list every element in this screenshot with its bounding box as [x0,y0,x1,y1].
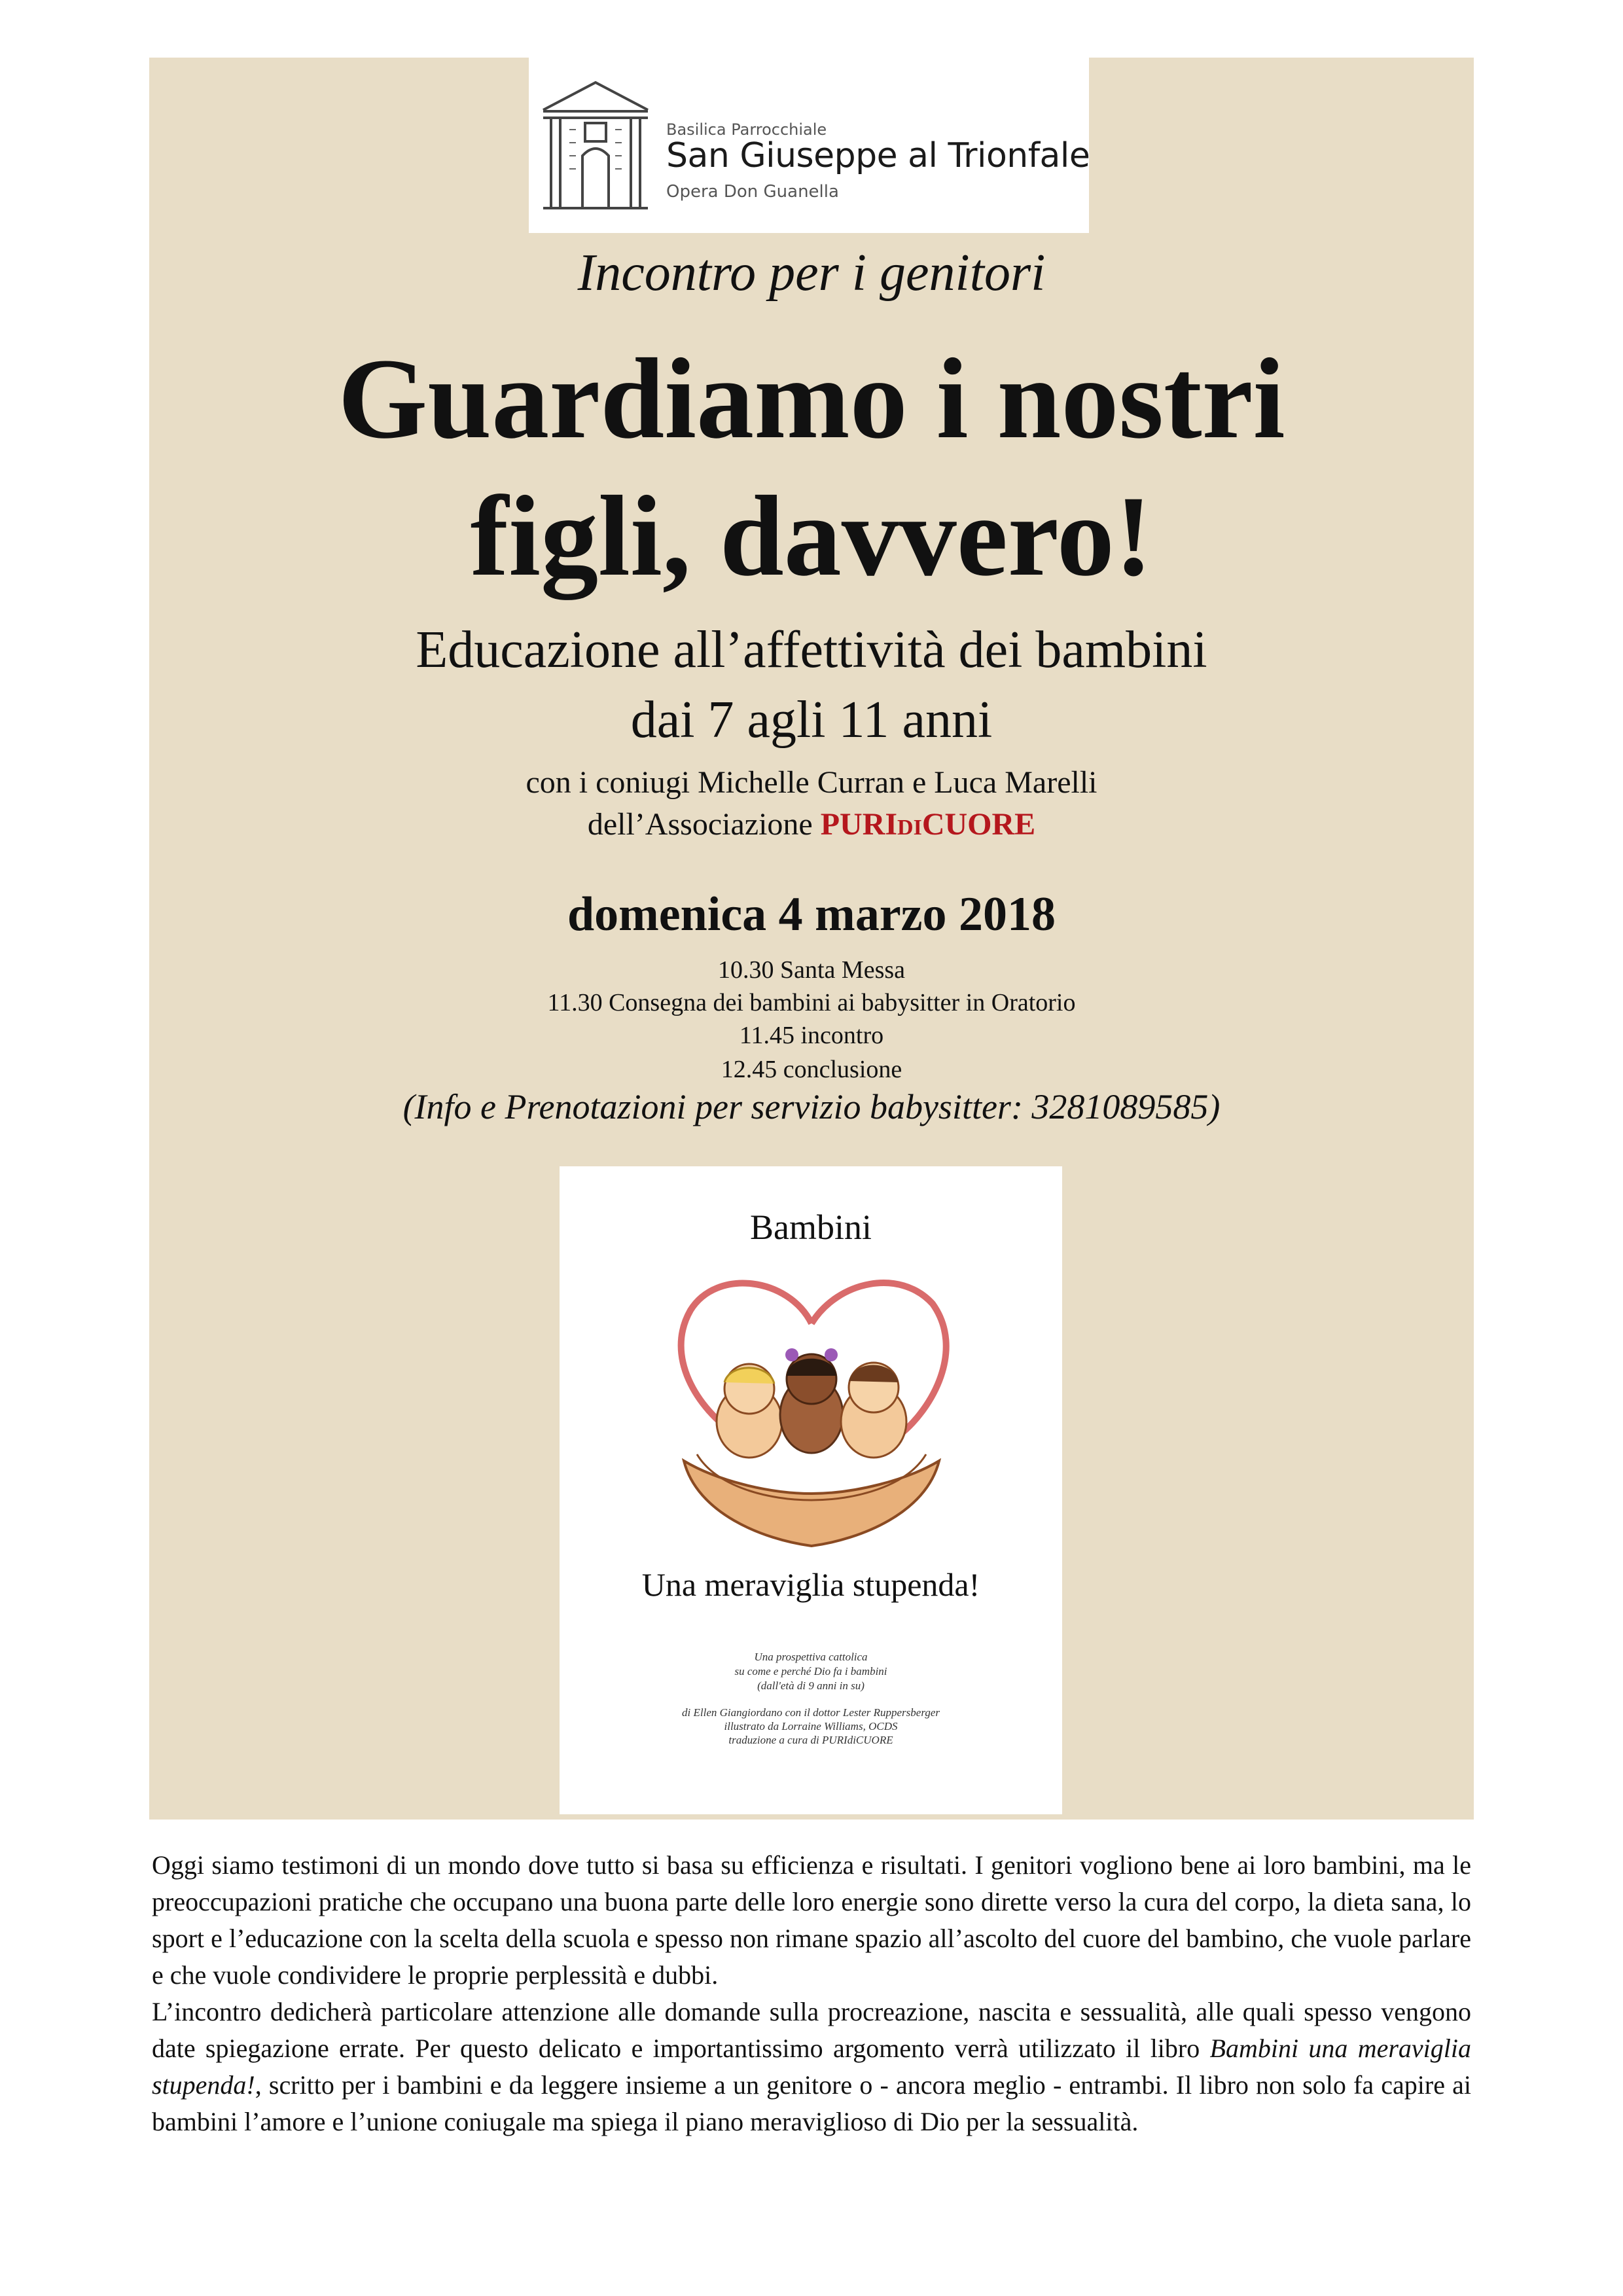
logo-subtitle: Opera Don Guanella [666,182,839,202]
book-description-line: (dall'età di 9 anni in su) [757,1679,865,1692]
body-book-title: Bambini una meraviglia stupenda! [152,2034,1471,2100]
subtitle-line-1: Educazione all’affettività dei bambini [416,621,1207,679]
subtitle-line-2: dai 7 agli 11 anni [630,691,993,749]
schedule-item: 11.45 incontro [739,1022,884,1049]
brand-part-cuore: CUORE [921,807,1036,842]
basilica-facade-icon [537,71,654,215]
info-booking: (Info e Prenotazioni per servizio babysitter: 3281089585) [402,1087,1221,1126]
schedule-item: 11.30 Consegna dei bambini ai babysitter in Oratorio [547,989,1076,1016]
book-title: Bambini [750,1208,872,1247]
event-date: domenica 4 marzo 2018 [567,888,1056,941]
brand-part-di: DI [897,816,922,840]
book-credit-line: illustrato da Lorraine Williams, OCDS [724,1720,898,1732]
book-credit-line: di Ellen Giangiordano con il dottor Lester Ruppersberger [682,1706,940,1719]
speakers-line: con i coniugi Michelle Curran e Luca Marelli [526,765,1097,800]
event-kicker: Incontro per i genitori [577,244,1046,302]
body-paragraph-1: Oggi siamo testimoni di un mondo dove tutto si basa su efficienza e risultati. I genitori vogliono bene ai loro bambini, ma le preoccupazioni pratiche che occupano una buona parte delle loro energie sono dirette verso la cura del corpo, la dieta sana, lo sport e l’educazione con la scelta della scuola e spesso non rimane spazio all’ascolto del cuore del bambino, che vuole parlare e che vuole condividere le proprie perplessità e dubbi. [152,1850,1471,1990]
book-description-line: Una prospettiva cattolica [754,1651,868,1663]
schedule-item: 10.30 Santa Messa [717,956,906,984]
association-line [149,806,1474,842]
brand-part-puri: PURI [820,807,898,842]
body-paragraph-2 [152,1994,1471,2140]
book-cover [560,1166,1062,1814]
heart-hands-babies-illustration [658,1265,965,1552]
association-prefix: dell’Associazione [587,807,813,842]
body-p2-start: L’incontro dedicherà particolare attenzione alle domande sulla procreazione, nascita e sessualità, alle quali spesso vengono date spiegazione errate. Per questo delicato e importantissimo argomento verrà utilizzato il libro [152,1997,1471,2063]
body-text [152,1847,1471,2140]
event-headline [149,331,1474,605]
headline-line-2: figli, davvero! [470,473,1153,600]
body-p2-end: , scritto per i bambini e da leggere insieme a un genitore o - ancora meglio - entrambi. Il libro non solo fa capire ai bambini l’amore e l’unione coniugale ma spiega il piano meraviglioso di Dio per la sessualità. [152,2070,1471,2136]
schedule-item: 12.45 conclusione [721,1056,902,1083]
book-subtitle: Una meraviglia stupenda! [641,1566,980,1603]
logo-parish-name: San Giuseppe al Trionfale [666,136,1090,175]
parish-logo [529,58,1089,233]
book-description-line: su come e perché Dio fa i bambini [734,1665,887,1677]
headline-line-1: Guardiamo i nostri [338,335,1285,463]
book-credit-line: traduzione a cura di PURIdiCUORE [728,1734,893,1746]
association-brand [821,807,1035,842]
logo-small-text: Basilica Parrocchiale [666,120,827,139]
